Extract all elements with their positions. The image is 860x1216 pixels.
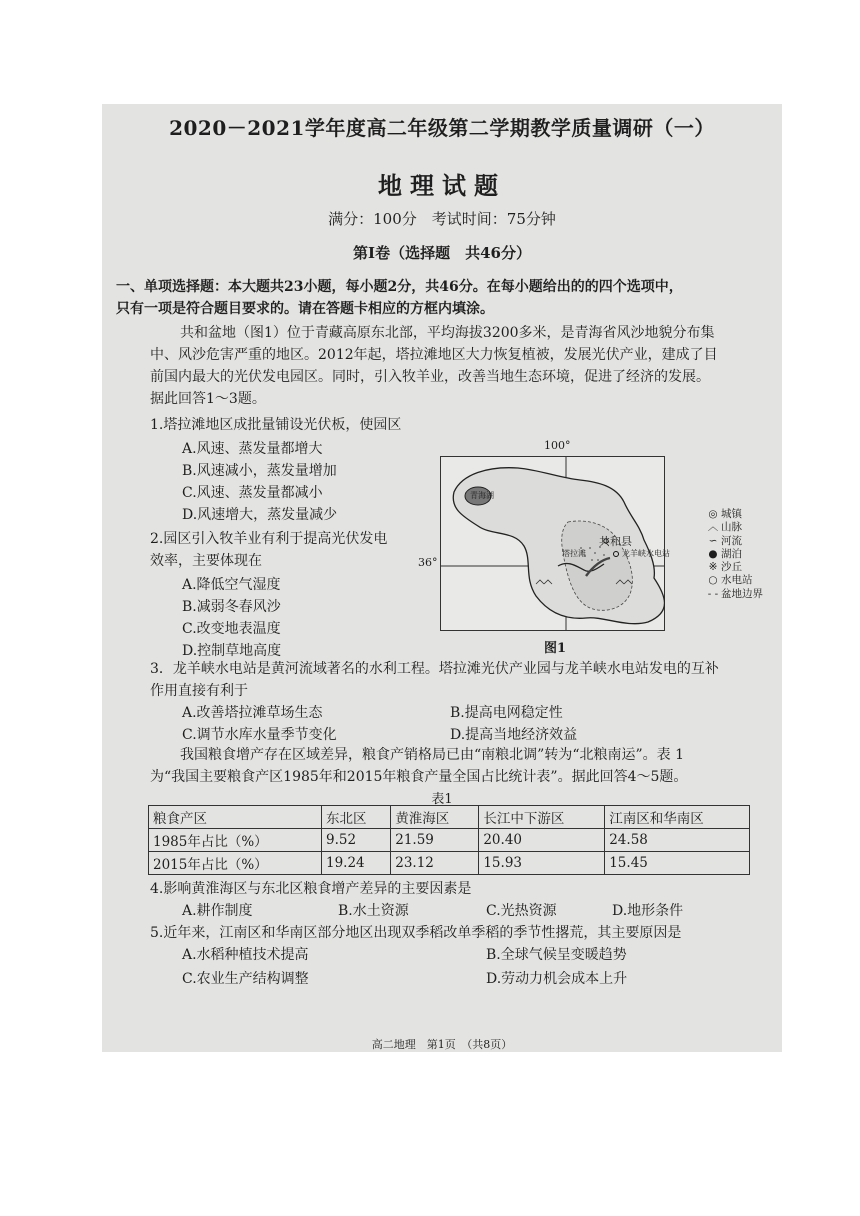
map-latitude-label: 36° [418, 556, 438, 569]
q5-option-d: D.劳动力机会成本上升 [486, 971, 628, 987]
table-cell: 15.45 [605, 852, 750, 875]
table-cell: 9.52 [322, 829, 391, 852]
table-header-row [149, 806, 750, 829]
river-icon: ∽ [708, 534, 718, 547]
table-cell: 20.40 [479, 829, 605, 852]
dune-icon: ※ [708, 561, 718, 574]
passage1-line1: 共和盆地（图1）位于青藏高原东北部，平均海拔3200多米，是青海省风沙地貌分布集 [180, 325, 715, 341]
q4-option-a: A.耕作制度 [182, 903, 253, 919]
q2-option-c: C.改变地表温度 [182, 621, 281, 637]
q1-option-c: C.风速、蒸发量都减小 [182, 485, 323, 501]
table-caption: 表1 [431, 792, 453, 807]
map-lake-label: 青海湖 [470, 491, 494, 500]
q4-option-d: D.地形条件 [612, 903, 684, 919]
question-2-stem-line2: 效率，主要体现在 [150, 553, 262, 569]
section-instruction-line1: 一、单项选择题：本大题共23小题，每小题2分，共46分。在每小题给出的的四个选项中， [116, 279, 683, 295]
boundary-icon: - - [707, 587, 719, 600]
legend-item-mountain: ︿ 山脉 [707, 521, 742, 534]
table-header-cell: 黄淮海区 [391, 806, 479, 829]
q3-option-d: D.提高当地经济效益 [450, 727, 578, 743]
map-county-label: 共和县 [599, 535, 632, 548]
table-cell: 1985年占比（%） [149, 829, 322, 852]
question-4-stem: 4.影响黄淮海区与东北区粮食增产差异的主要因素是 [150, 881, 472, 897]
question-2-stem-line1: 2.园区引入牧羊业有利于提高光伏发电 [150, 531, 388, 547]
figure-caption: 图1 [544, 641, 567, 656]
table-header-cell: 长江中下游区 [479, 806, 605, 829]
q5-option-b: B.全球气候呈变暖趋势 [486, 947, 627, 963]
lake-icon: ● [708, 547, 718, 560]
q4-option-c: C.光热资源 [486, 903, 557, 919]
legend-item-river: ∽ 河流 [708, 534, 742, 547]
map-area-label: 塔拉滩 [562, 549, 586, 558]
hydropower-icon: ○ [708, 574, 718, 587]
map-longitude-label: 100° [544, 439, 571, 452]
town-icon: ◎ [708, 508, 718, 520]
passage1-line3: 前国内最大的光伏发电园区。同时，引入牧羊业，改善当地生态环境，促进了经济的发展。 [150, 369, 710, 385]
passage2-line2: 为“我国主要粮食产区1985年和2015年粮食产量全国占比统计表”。据此回答4～5题。 [150, 769, 688, 785]
q3-option-c: C.调节水库水量季节变化 [182, 727, 337, 743]
table-header-cell: 东北区 [322, 806, 391, 829]
table-row [149, 829, 750, 852]
q1-option-b: B.风速减小，蒸发量增加 [182, 463, 337, 479]
table-header-cell: 江南区和华南区 [605, 806, 750, 829]
q2-option-a: A.降低空气湿度 [182, 577, 281, 593]
table-cell: 2015年占比（%） [149, 852, 322, 875]
table-cell: 23.12 [391, 852, 479, 875]
table-cell: 19.24 [322, 852, 391, 875]
part-title: 第Ⅰ卷（选择题 共46分） [353, 244, 531, 262]
subject-title: 地理试题 [378, 171, 506, 200]
q1-option-d: D.风速增大，蒸发量减少 [182, 507, 338, 523]
q2-option-b: B.减弱冬春风沙 [182, 599, 281, 615]
page-footer: 高二地理 第1页 （共8页） [371, 1038, 513, 1051]
q2-option-d: D.控制草地高度 [182, 643, 282, 659]
passage1-line2: 中、风沙危害严重的地区。2012年起，塔拉滩地区大力恢复植被，发展光伏产业，建成了目 [150, 347, 718, 363]
legend-item-town: ◎ 城镇 [708, 508, 742, 520]
mountain-icon: ︿ [707, 521, 719, 534]
legend-item-basin-boundary: - - 盆地边界 [707, 587, 763, 600]
q4-option-b: B.水土资源 [338, 903, 409, 919]
q3-option-b: B.提高电网稳定性 [450, 705, 563, 721]
table-row [149, 852, 750, 875]
legend-item-dune: ※ 沙丘 [708, 561, 742, 574]
map-station-label: 龙羊峡水电站 [622, 549, 670, 558]
exam-page [102, 104, 782, 1052]
question-5-stem: 5.近年来，江南区和华南区部分地区出现双季稻改单季稻的季节性撂荒，其主要原因是 [150, 925, 682, 941]
table-cell: 21.59 [391, 829, 479, 852]
question-1-stem: 1.塔拉滩地区成批量铺设光伏板，使园区 [150, 417, 402, 433]
exam-title: 2020－2021学年度高二年级第二学期教学质量调研（一） [169, 116, 715, 140]
table-cell: 24.58 [605, 829, 750, 852]
passage1-line4: 据此回答1～3题。 [150, 391, 266, 407]
table-header-cell: 粮食产区 [149, 806, 322, 829]
q5-option-a: A.水稻种植技术提高 [182, 947, 309, 963]
legend-item-hydropower: ○ 水电站 [708, 574, 753, 587]
q3-option-a: A.改善塔拉滩草场生态 [182, 705, 323, 721]
question-3-stem-line2: 作用直接有利于 [150, 683, 248, 699]
passage2-line1: 我国粮食增产存在区域差异，粮食产销格局已由“南粮北调”转为“北粮南运”。表 1 [180, 747, 684, 763]
section-instruction-line2: 只有一项是符合题目要求的。请在答题卡相应的方框内填涂。 [116, 301, 494, 317]
map-legend [707, 508, 763, 601]
grain-production-table [148, 805, 750, 875]
legend-item-lake: ● 湖泊 [708, 547, 742, 560]
q1-option-a: A.风速、蒸发量都增大 [182, 441, 323, 457]
table-cell: 15.93 [479, 852, 605, 875]
q5-option-c: C.农业生产结构调整 [182, 971, 309, 987]
score-time: 满分：100分 考试时间：75分钟 [328, 210, 556, 228]
question-3-stem-line1: 3．龙羊峡水电站是黄河流域著名的水利工程。塔拉滩光伏产业园与龙羊峡水电站发电的互补 [150, 661, 719, 677]
